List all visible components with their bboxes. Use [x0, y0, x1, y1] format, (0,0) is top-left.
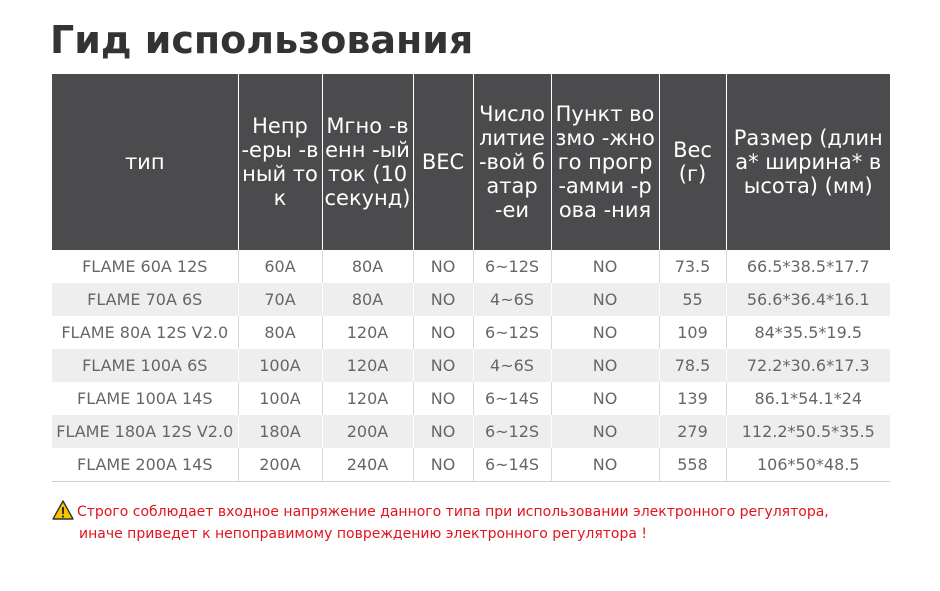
cell-size: 106*50*48.5: [726, 448, 890, 481]
cell-type: FLAME 100A 6S: [52, 349, 238, 382]
cell-lipo-cells: 4~6S: [473, 283, 551, 316]
table-row: [52, 382, 890, 415]
cell-burst-current: 200A: [322, 415, 413, 448]
cell-programming-point: NO: [551, 382, 659, 415]
cell-lipo-cells: 6~14S: [473, 382, 551, 415]
cell-bec: NO: [413, 415, 473, 448]
table-row: [52, 250, 890, 283]
cell-bec: NO: [413, 349, 473, 382]
warning-text-line1: Строго соблюдает входное напряжение данного типа при использовании электронного регулятора,: [77, 504, 829, 520]
cell-weight: 109: [659, 316, 726, 349]
header-size: Размер (длина* ширина* высота) (мм): [726, 74, 890, 250]
spec-table: [52, 74, 890, 482]
header-type: тип: [52, 74, 238, 250]
cell-continuous-current: 200A: [238, 448, 322, 481]
cell-burst-current: 80A: [322, 250, 413, 283]
cell-type: FLAME 60A 12S: [52, 250, 238, 283]
cell-burst-current: 120A: [322, 349, 413, 382]
cell-burst-current: 120A: [322, 382, 413, 415]
cell-size: 72.2*30.6*17.3: [726, 349, 890, 382]
cell-programming-point: NO: [551, 250, 659, 283]
cell-lipo-cells: 6~12S: [473, 415, 551, 448]
cell-type: FLAME 200A 14S: [52, 448, 238, 481]
cell-continuous-current: 60A: [238, 250, 322, 283]
cell-size: 112.2*50.5*35.5: [726, 415, 890, 448]
cell-lipo-cells: 6~12S: [473, 316, 551, 349]
cell-continuous-current: 80A: [238, 316, 322, 349]
cell-burst-current: 80A: [322, 283, 413, 316]
cell-size: 84*35.5*19.5: [726, 316, 890, 349]
cell-burst-current: 240A: [322, 448, 413, 481]
table-row: [52, 415, 890, 448]
table-row: [52, 349, 890, 382]
cell-programming-point: NO: [551, 349, 659, 382]
cell-type: FLAME 100A 14S: [52, 382, 238, 415]
cell-bec: NO: [413, 382, 473, 415]
cell-type: FLAME 80A 12S V2.0: [52, 316, 238, 349]
cell-programming-point: NO: [551, 283, 659, 316]
header-weight: Вес (г): [659, 74, 726, 250]
cell-continuous-current: 100A: [238, 349, 322, 382]
cell-lipo-cells: 4~6S: [473, 349, 551, 382]
header-burst-current: Мгно -венн -ый ток (10 секунд): [322, 74, 413, 250]
page-title: Гид использования: [50, 18, 474, 62]
cell-weight: 139: [659, 382, 726, 415]
cell-size: 66.5*38.5*17.7: [726, 250, 890, 283]
cell-weight: 279: [659, 415, 726, 448]
cell-weight: 78.5: [659, 349, 726, 382]
cell-burst-current: 120A: [322, 316, 413, 349]
cell-lipo-cells: 6~12S: [473, 250, 551, 283]
table-row: [52, 283, 890, 316]
cell-bec: NO: [413, 283, 473, 316]
cell-type: FLAME 70A 6S: [52, 283, 238, 316]
cell-continuous-current: 70A: [238, 283, 322, 316]
warning-triangle-icon: [52, 500, 74, 520]
cell-lipo-cells: 6~14S: [473, 448, 551, 481]
cell-type: FLAME 180A 12S V2.0: [52, 415, 238, 448]
cell-programming-point: NO: [551, 415, 659, 448]
header-programming-point: Пункт возмо -жного прогр -амми -рова -ния: [551, 74, 659, 250]
cell-programming-point: NO: [551, 448, 659, 481]
warning-text-line2: иначе приведет к непоправимому повреждению электронного регулятора !: [79, 526, 648, 542]
cell-continuous-current: 100A: [238, 382, 322, 415]
warning-note: [52, 500, 902, 545]
cell-bec: NO: [413, 448, 473, 481]
cell-weight: 55: [659, 283, 726, 316]
cell-size: 56.6*36.4*16.1: [726, 283, 890, 316]
cell-weight: 558: [659, 448, 726, 481]
cell-continuous-current: 180A: [238, 415, 322, 448]
cell-programming-point: NO: [551, 316, 659, 349]
cell-bec: NO: [413, 316, 473, 349]
table-row: [52, 316, 890, 349]
cell-size: 86.1*54.1*24: [726, 382, 890, 415]
header-continuous-current: Непр -еры -вный ток: [238, 74, 322, 250]
header-lipo-cells: Число литие -вой батар -еи: [473, 74, 551, 250]
header-bec: BEC: [413, 74, 473, 250]
cell-bec: NO: [413, 250, 473, 283]
table-row: [52, 448, 890, 481]
table-header-row: [52, 74, 890, 250]
cell-weight: 73.5: [659, 250, 726, 283]
